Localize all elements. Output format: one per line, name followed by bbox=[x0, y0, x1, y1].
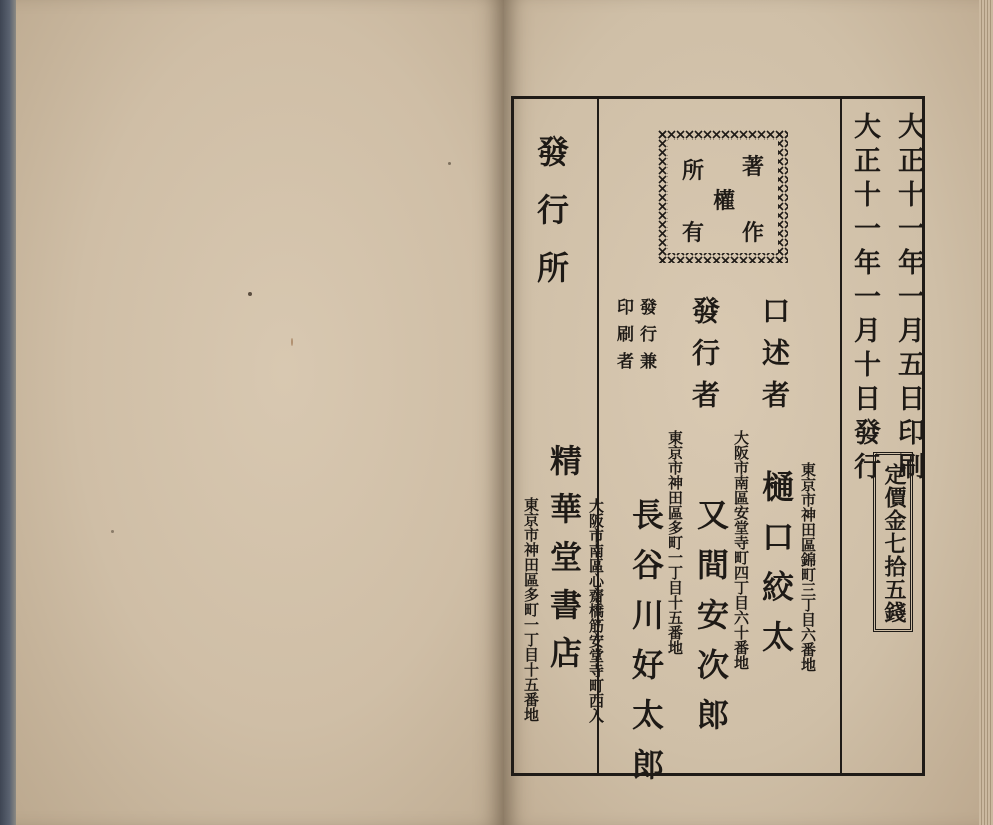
publisher-name: 又間安次郎 bbox=[692, 498, 730, 748]
dictator-label: 口述者 bbox=[758, 296, 791, 422]
paper-speck bbox=[111, 530, 114, 533]
seal-char: 作 bbox=[742, 220, 765, 246]
seal-char: 權 bbox=[713, 188, 736, 214]
seal-char: 有 bbox=[682, 220, 705, 246]
left-blank-page bbox=[16, 0, 504, 825]
printer-label-right: 發行兼 bbox=[636, 298, 656, 379]
publisher-label: 發行者 bbox=[688, 296, 721, 422]
copyright-seal bbox=[658, 130, 788, 263]
dictator-address: 東京市神田區錦町三丁目六番地 bbox=[799, 462, 817, 672]
print-date: 大正十一年一月五日印刷 bbox=[893, 112, 924, 486]
printer-label-left: 印刷者 bbox=[613, 298, 633, 379]
office-address-tokyo: 東京市神田區多町一丁目十五番地 bbox=[522, 497, 540, 722]
paper-speck bbox=[291, 338, 293, 346]
paper-speck bbox=[448, 162, 451, 165]
seal-char: 所 bbox=[682, 158, 705, 184]
price-box bbox=[873, 452, 913, 632]
price: 定價金七拾五錢 bbox=[881, 463, 907, 624]
page-edges bbox=[979, 0, 993, 825]
office-address-osaka: 大阪市南區心齋橋筋安堂寺町西入 bbox=[587, 498, 605, 723]
printer-address: 東京市神田區多町一丁目十五番地 bbox=[666, 430, 684, 655]
book-cover-edge bbox=[0, 0, 16, 825]
publisher-address: 大阪市南區安堂寺町四丁目六十番地 bbox=[732, 430, 750, 670]
dictator-name: 樋口絞太 bbox=[757, 470, 795, 670]
paper-speck bbox=[248, 292, 252, 296]
office-name: 精華堂書店 bbox=[545, 444, 583, 684]
printer-name: 長谷川好太郎 bbox=[627, 498, 665, 798]
frame-divider bbox=[840, 96, 842, 776]
office-label: 發行所 bbox=[532, 135, 570, 309]
publish-date: 大正十一年一月十日發行 bbox=[849, 112, 880, 486]
seal-char: 著 bbox=[742, 154, 765, 180]
